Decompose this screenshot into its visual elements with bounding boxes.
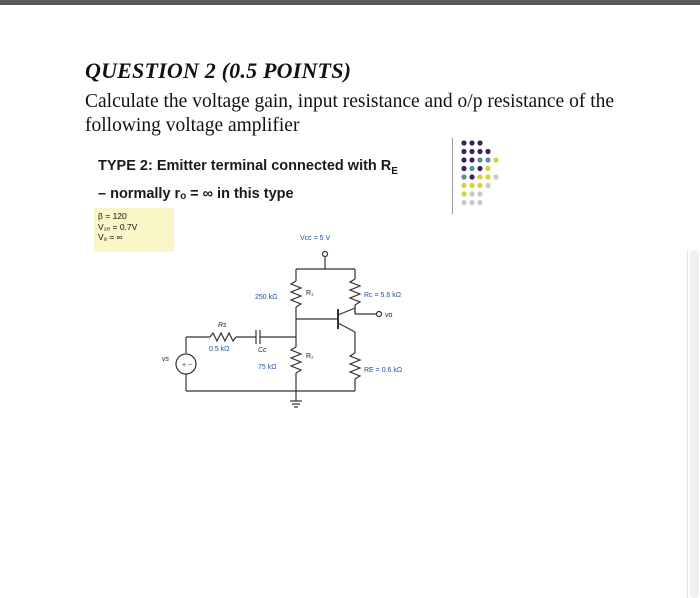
decorative-dot: [469, 166, 474, 171]
amplifier-circuit-diagram: [150, 225, 450, 425]
vcc-label: Vcc = 5 V: [300, 235, 331, 242]
question-body: Calculate the voltage gain, input resistance and o/p resistance of the following voltage amplifier: [85, 91, 615, 136]
r2-value: 75 kΩ: [258, 364, 277, 371]
decorative-dot: [461, 140, 466, 145]
decorative-dot: [461, 149, 466, 154]
decorative-dot: [461, 157, 466, 162]
decorative-dot: [485, 149, 490, 154]
question-title: QUESTION 2 (0.5 POINTS): [85, 58, 352, 83]
decorative-dot: [493, 174, 498, 179]
r1-value: 250 kΩ: [255, 294, 278, 301]
decorative-dot: [485, 174, 490, 179]
cc-label: Cc: [258, 347, 267, 354]
decorative-dot: [461, 200, 466, 205]
rc-label: Rc = 5.6 kΩ: [364, 292, 401, 299]
rs-label: Rs: [218, 322, 227, 329]
decorative-dot: [477, 200, 482, 205]
svg-text:+: +: [182, 362, 187, 369]
decorative-dot: [477, 174, 482, 179]
decorative-dot: [469, 191, 474, 196]
scrollbar-thumb[interactable]: [690, 250, 699, 598]
decorative-dot: [461, 174, 466, 179]
decorative-dot: [469, 140, 474, 145]
decorative-divider: [452, 138, 453, 214]
decorative-dot: [485, 157, 490, 162]
decorative-dot: [477, 166, 482, 171]
slide-heading: [98, 155, 398, 205]
decorative-dots-icon: [456, 137, 516, 215]
heading-subscript: E: [391, 165, 398, 177]
heading-line1: TYPE 2: Emitter terminal connected with R: [98, 158, 392, 174]
decorative-dot: [477, 191, 482, 196]
param-vbe: V₂ₑ = 0.7V: [98, 221, 138, 232]
vo-label: vo: [385, 312, 393, 319]
decorative-dot: [485, 183, 490, 188]
decorative-dot: [461, 191, 466, 196]
window-top-bar: [0, 0, 700, 5]
re-label: RE = 0.6 kΩ: [364, 367, 403, 374]
decorative-dot: [469, 183, 474, 188]
decorative-dot: [469, 149, 474, 154]
decorative-dot: [493, 157, 498, 162]
vs-label: vs: [162, 356, 169, 363]
rs-value: 0.5 kΩ: [209, 346, 230, 353]
heading-line2: – normally rₒ = ∞ in this type: [98, 185, 294, 202]
decorative-dot: [469, 174, 474, 179]
param-beta: β = 120: [98, 211, 127, 221]
r1-label: R₁: [306, 290, 314, 297]
vertical-scrollbar[interactable]: [687, 250, 700, 598]
decorative-dot: [477, 140, 482, 145]
svg-text:−: −: [188, 362, 193, 369]
decorative-dot: [485, 166, 490, 171]
param-va: Vₐ = ∞: [98, 232, 123, 242]
r2-label: R₂: [306, 353, 314, 360]
decorative-dot: [469, 157, 474, 162]
decorative-dot: [477, 157, 482, 162]
decorative-dot: [461, 166, 466, 171]
decorative-dot: [477, 149, 482, 154]
decorative-dot: [477, 183, 482, 188]
decorative-dot: [461, 183, 466, 188]
decorative-dot: [469, 200, 474, 205]
